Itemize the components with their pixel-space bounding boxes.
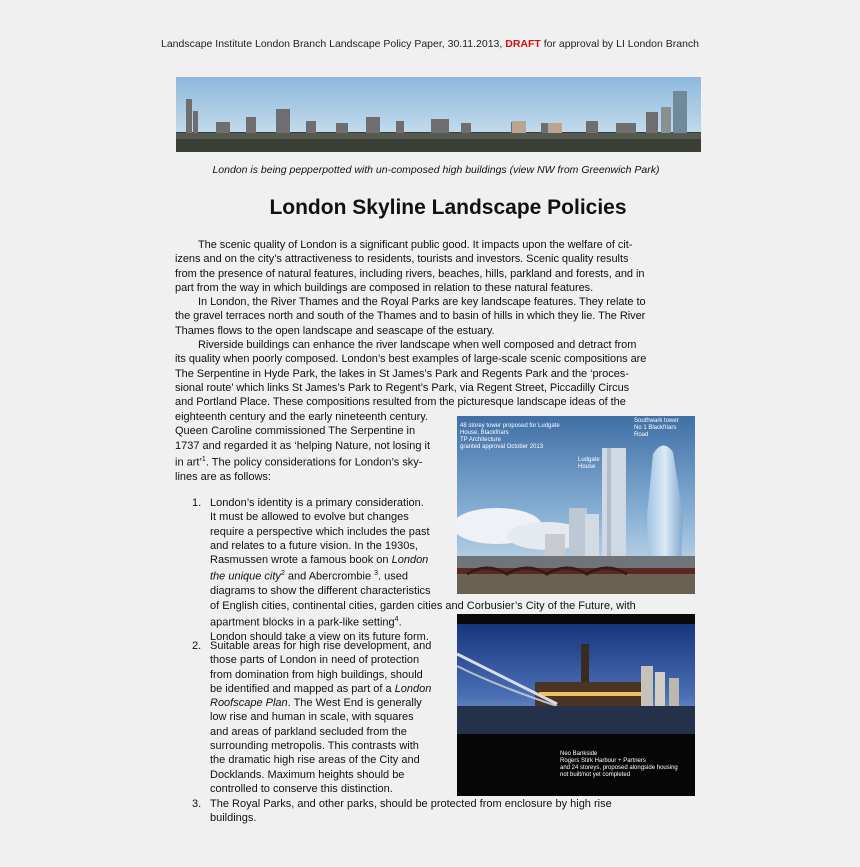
p4-line-4: in art’$^1$. The policy considerations for London’s sky- bbox=[175, 455, 423, 469]
photo1-caption-line: House, Blackfriars bbox=[460, 430, 509, 436]
item1-line: London’s identity is a primary consideration. bbox=[210, 497, 424, 509]
p4-line-3: 1737 and regarded it as ‘helping Nature, not losing it bbox=[175, 439, 431, 452]
footnote-2: 2 bbox=[280, 570, 285, 578]
photo2-caption-line: not built/not yet completed bbox=[560, 772, 631, 778]
skyline-banner-image bbox=[176, 77, 701, 152]
photo1-caption-right bbox=[634, 418, 679, 439]
item2-line: Docklands. Maximum heights should be bbox=[210, 768, 405, 781]
photo2-caption-line: Rogers Stirk Harbour + Partners bbox=[560, 758, 646, 764]
photo1-ludgate-label bbox=[578, 457, 600, 471]
item2-line bbox=[210, 696, 460, 710]
book-title-cont: the unique city bbox=[210, 571, 281, 584]
photo2-caption-line: and 24 storeys, proposed alongside housing bbox=[560, 765, 678, 771]
p2-line-2: the gravel terraces north and south of the Thames and to basin of hills in which they lie. The River bbox=[175, 310, 646, 323]
p1-line-2: izens and on the city’s attractiveness to residents, tourists and investors. Scenic quality results bbox=[175, 253, 629, 266]
banner-caption: London is being pepperpotted with un-composed high buildings (view NW from Greenwich Park) bbox=[212, 164, 660, 176]
list-number: 3. bbox=[192, 798, 202, 810]
list-item-3-text bbox=[210, 797, 680, 826]
paragraph-4 bbox=[175, 410, 460, 484]
photo2-caption-line: Neo Bankside bbox=[560, 751, 598, 757]
p4-line-5: lines are as follows: bbox=[175, 470, 271, 483]
p4-line-2: Queen Caroline commissioned The Serpentine in bbox=[175, 425, 416, 438]
list-item-2-text bbox=[210, 639, 460, 796]
item2-line: the dramatic high rise areas of the City and bbox=[210, 754, 420, 767]
item1-line bbox=[210, 567, 680, 584]
document-header bbox=[0, 38, 860, 50]
footnote-1: 1 bbox=[201, 455, 206, 463]
list-number: 1. bbox=[192, 497, 202, 509]
footnote-3: 3 bbox=[374, 570, 379, 578]
item1-line bbox=[210, 553, 680, 567]
p2-line-1: In London, the River Thames and the Royal Parks are key landscape features. They relate to bbox=[198, 296, 646, 308]
p2-line bbox=[175, 295, 646, 309]
p4-line-1: eighteenth century and the early nineteenth century. bbox=[175, 411, 428, 423]
paragraph-2 bbox=[175, 295, 646, 338]
p3-line-2: its quality when poorly composed. London’s best examples of large-scale scenic compositions are bbox=[175, 353, 647, 366]
ludgate-label-line: House bbox=[578, 464, 596, 470]
item3-line: The Royal Parks, and other parks, should be protected from enclosure by high rise bbox=[210, 798, 612, 810]
photo1-caption-left bbox=[460, 423, 560, 451]
item2-text: . The West End is generally bbox=[287, 697, 422, 710]
page-title: London Skyline Landscape Policies bbox=[269, 196, 627, 219]
item1-text: Rasmussen wrote a famous book on bbox=[210, 554, 392, 567]
item1-line: It must be allowed to evolve but changes bbox=[210, 511, 409, 524]
p3-line-4: sional route’ which links St James’s Park to Regent’s Park, via Regent Street, Piccadilly Circus bbox=[175, 381, 630, 394]
plan-title-cont: Roofscape Plan bbox=[210, 697, 288, 710]
p3-line bbox=[175, 338, 646, 352]
p1-line bbox=[175, 238, 644, 252]
item2-line: Suitable areas for high rise development, and bbox=[210, 640, 432, 652]
p2-line-3: Thames flows to the open landscape and seascape of the estuary. bbox=[175, 324, 495, 337]
photo1-caption-line: granted approval October 2013 bbox=[460, 444, 544, 450]
item2-line: low rise and human in scale, with squares bbox=[210, 711, 414, 724]
item2-line: surrounding metropolis. This contrasts with bbox=[210, 740, 419, 753]
item1-line: of English cities, continental cities, garden cities and Corbusier’s City of the Future, with bbox=[210, 599, 636, 612]
p1-line-1: The scenic quality of London is a significant public good. It impacts upon the welfare of cit- bbox=[198, 239, 633, 251]
footnote-4: 4 bbox=[394, 616, 399, 624]
photo2-caption bbox=[560, 751, 678, 779]
item1-line: and relates to a future vision. In the 1930s, bbox=[210, 539, 418, 552]
header-suffix: for approval by LI London Branch bbox=[540, 38, 699, 50]
paragraph-3 bbox=[175, 338, 646, 409]
item1-line bbox=[210, 613, 680, 630]
list-item-1-text bbox=[210, 496, 680, 644]
item2-line: those parts of London in need of protection bbox=[210, 654, 420, 667]
item1-text: apartment blocks in a park-like setting bbox=[210, 616, 395, 629]
p3-line-1: Riverside buildings can enhance the river landscape when well composed and detract from bbox=[198, 339, 637, 351]
book-title: London bbox=[391, 554, 429, 567]
item2-text: be identified and mapped as part of a bbox=[210, 682, 395, 695]
plan-title: London bbox=[394, 682, 432, 695]
p3-line-3: The Serpentine in Hyde Park, the lakes in St James’s Park and Regents Park and the ‘proces- bbox=[175, 367, 629, 380]
header-text: Landscape Institute London Branch Landscape Policy Paper, 30.11.2013, bbox=[161, 38, 506, 50]
item2-line: and areas of parkland secluded from the bbox=[210, 725, 407, 738]
p1-line-4: part from the way in which buildings are composed in relation to these natural features. bbox=[175, 281, 594, 294]
photo1-caption-right-line: Southwark tower bbox=[634, 418, 679, 424]
paragraph-1 bbox=[175, 238, 644, 295]
item1-text: . bbox=[398, 616, 402, 629]
ludgate-label-line: Ludgate bbox=[578, 457, 600, 463]
item1-line: diagrams to show the different characteristics bbox=[210, 585, 431, 598]
photo1-caption-line: TP Architecture bbox=[460, 437, 501, 443]
p3-line-5: and Portland Place. These compositions resulted from the picturesque landscape ideas of the bbox=[175, 396, 626, 409]
draft-label: DRAFT bbox=[505, 38, 541, 50]
photo1-caption-line: 48 storey tower proposed for Ludgate bbox=[460, 423, 560, 429]
p1-line-3: from the presence of natural features, including rivers, beaches, hills, parkland and forests, and in bbox=[175, 267, 645, 280]
item3-line: buildings. bbox=[210, 812, 257, 825]
item1-text: and Abercrombie bbox=[284, 571, 375, 584]
item1-text: . used bbox=[378, 571, 408, 584]
photo1-caption-right-line: Road bbox=[634, 432, 649, 438]
photo1-caption-right-line: No 1 Blackfriars bbox=[634, 425, 677, 431]
item2-line bbox=[210, 682, 460, 696]
item2-line: controlled to conserve this distinction. bbox=[210, 782, 393, 795]
item1-line: require a perspective which includes the past bbox=[210, 525, 430, 538]
item1-line: London should take a view on its future form. bbox=[210, 630, 429, 643]
item2-line: from domination from high buildings, should bbox=[210, 668, 423, 681]
list-number: 2. bbox=[192, 640, 202, 652]
